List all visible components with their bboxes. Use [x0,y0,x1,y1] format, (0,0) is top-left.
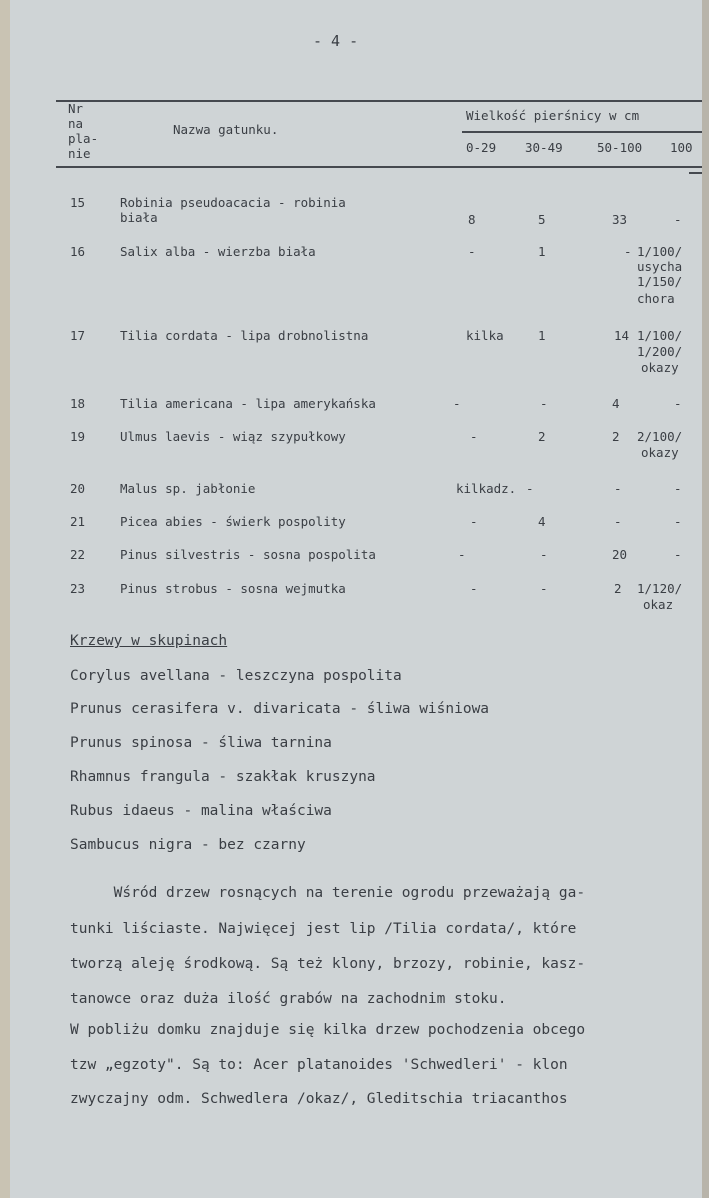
shrub-item: Sambucus nigra - bez czarny [70,837,306,853]
header-nr-4: nie [68,146,91,161]
row-c1: - [468,244,476,259]
header-group: Wielkość pierśnicy w cm [466,108,640,123]
row-c4: - [674,514,682,529]
row-c2: 1 [538,244,546,259]
paragraph-line: tanowce oraz duża ilość grabów na zachodnim stoku. [70,991,507,1007]
row-c1: - [470,429,478,444]
shrub-item: Corylus avellana - leszczyna pospolita [70,668,402,684]
header-name: Nazwa gatunku. [173,122,279,137]
row-c4-line2: usycha [637,259,683,274]
document-page [10,0,702,1198]
header-nr-2: na [68,116,84,131]
header-col-2: 30-49 [525,140,563,155]
row-c1: - [470,581,478,596]
row-nr: 15 [70,195,86,210]
row-c2: - [526,481,534,496]
shrub-item: Prunus spinosa - śliwa tarnina [70,735,332,751]
row-c3: 14 [614,328,630,343]
row-nr: 21 [70,514,86,529]
row-c4: - [674,547,682,562]
paragraph-line: W pobliżu domku znajduje się kilka drzew pochodzenia obcego [70,1022,586,1038]
row-c1: 8 [468,212,476,227]
row-name: Pinus strobus - sosna wejmutka [120,581,346,596]
table-header-bottom-rule [56,166,702,168]
row-c4-line3: 1/150/ [637,274,683,289]
row-c3: - [614,481,622,496]
row-nr: 19 [70,429,86,444]
header-nr-1: Nr [68,101,84,116]
shrub-item: Rhamnus frangula - szakłak kruszyna [70,769,376,785]
row-c3: 33 [612,212,628,227]
row-nr: 23 [70,581,86,596]
row-nr: 22 [70,547,86,562]
row-c2: 4 [538,514,546,529]
row-c4-line2: 1/200/ [637,344,683,359]
row-c2: 1 [538,328,546,343]
header-col-4: 100 [670,140,693,155]
row-c4: 1/100/ [637,244,683,259]
row-name: Ulmus laevis - wiąz szypułkowy [120,429,346,444]
row-c3: 20 [612,547,628,562]
row-c4-line2: okazy [641,445,679,460]
row-name: Robinia pseudoacacia - robinia [120,195,346,210]
row-c1: - [458,547,466,562]
table-right-tick [689,172,702,174]
row-c1: kilkadz. [456,481,517,496]
table-top-rule [56,100,702,102]
row-nr: 20 [70,481,86,496]
row-nr: 18 [70,396,86,411]
row-c1: - [453,396,461,411]
row-c4-line3: okazy [641,360,679,375]
row-name: Malus sp. jabłonie [120,481,256,496]
row-name: Picea abies - świerk pospolity [120,514,346,529]
row-c4: 1/100/ [637,328,683,343]
row-c4-line4: chora [637,291,675,306]
paragraph-line: zwyczajny odm. Schwedlera /okaz/, Gleditschia triacanthos [70,1091,568,1107]
row-name: Pinus silvestris - sosna pospolita [120,547,376,562]
header-col-3: 50-100 [597,140,643,155]
page-number: - 4 - [313,32,359,50]
row-c4: - [674,396,682,411]
paragraph-line: tzw „egzoty". Są to: Acer platanoides 'Schwedleri' - klon [70,1057,568,1073]
row-c4-line2: okaz [643,597,674,612]
row-c3: 2 [614,581,622,596]
row-c2: - [540,396,548,411]
row-c1: kilka [466,328,504,343]
row-name: Salix alba - wierzba biała [120,244,316,259]
row-c4: 1/120/ [637,581,683,596]
row-c4: - [674,481,682,496]
row-c3: 4 [612,396,620,411]
row-c2: 2 [538,429,546,444]
row-c2: 5 [538,212,546,227]
paragraph-line: Wśród drzew rosnących na terenie ogrodu przeważają ga- [70,885,586,901]
row-c1: - [470,514,478,529]
row-c3: 2 [612,429,620,444]
header-col-1: 0-29 [466,140,497,155]
row-c4: - [674,212,682,227]
row-c3: - [614,514,622,529]
row-name: Tilia americana - lipa amerykańska [120,396,376,411]
paragraph-line: tworzą aleję środkową. Są też klony, brzozy, robinie, kasz- [70,956,586,972]
row-c4: 2/100/ [637,429,683,444]
paragraph-line: tunki liściaste. Najwięcej jest lip /Tilia cordata/, które [70,921,577,937]
row-name: Tilia cordata - lipa drobnolistna [120,328,369,343]
row-c3: - [624,244,632,259]
right-page-edge [702,0,709,1198]
shrub-item: Rubus idaeus - malina właściwa [70,803,332,819]
row-c2: - [540,547,548,562]
left-page-edge [0,0,10,1198]
header-nr-3: pla- [68,131,99,146]
row-nr: 17 [70,328,86,343]
header-group-rule [462,131,702,133]
shrubs-heading: Krzewy w skupinach [70,633,228,649]
row-c2: - [540,581,548,596]
row-name-cont: biała [120,210,158,225]
shrub-item: Prunus cerasifera v. divaricata - śliwa wiśniowa [70,701,490,717]
row-nr: 16 [70,244,86,259]
